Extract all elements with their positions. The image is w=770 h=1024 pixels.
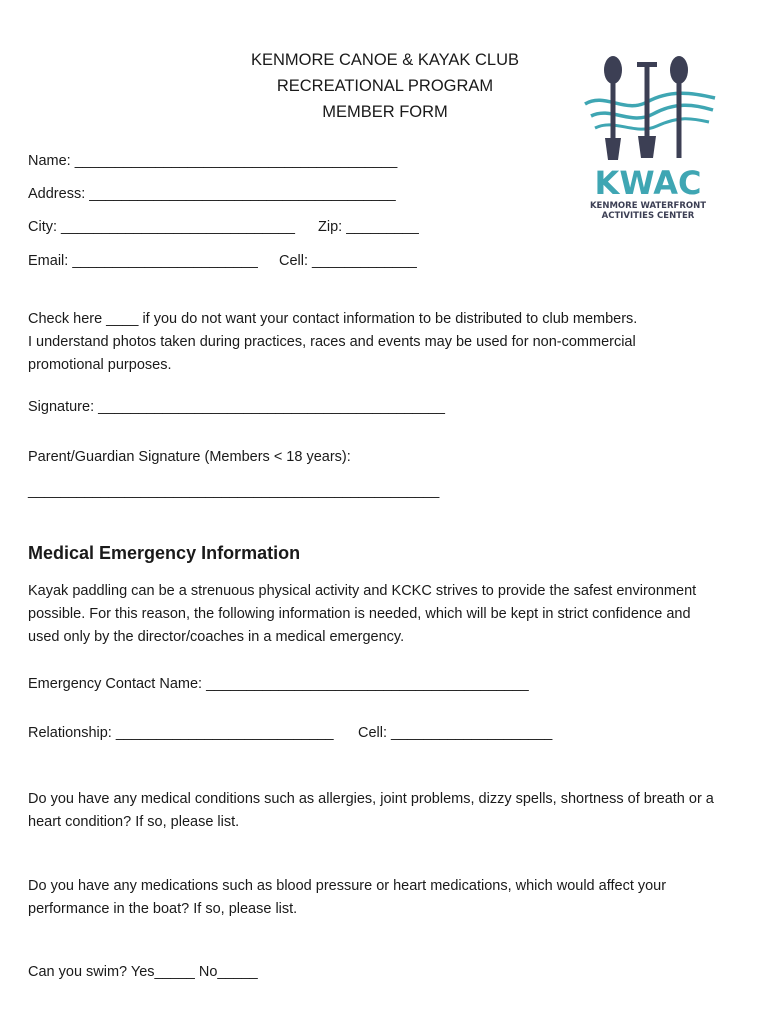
relationship-field[interactable]: Relationship: ___________________________ [28,725,334,741]
emergency-cell-field[interactable]: Cell: ____________________ [358,725,553,741]
photo-consent-text-cont: promotional purposes. [28,357,172,373]
medical-intro-text-3: used only by the director/coaches in a medical emergency. [28,629,405,645]
parent-signature-label: Parent/Guardian Signature (Members < 18 years): [28,449,351,465]
address-field[interactable]: Address: ______________________________________ [28,186,396,202]
medical-conditions-question-cont: heart condition? If so, please list. [28,814,240,830]
medical-conditions-question: Do you have any medical conditions such as allergies, joint problems, dizzy spells, shortness of breath or a [28,791,714,807]
city-field[interactable]: City: _____________________________ [28,219,295,235]
signature-field[interactable]: Signature: ___________________________________________ [28,399,445,415]
logo-name-line2: ACTIVITIES CENTER [601,211,695,221]
cell-field[interactable]: Cell: _____________ [279,253,417,269]
medications-question: Do you have any medications such as blood pressure or heart medications, which would affect your [28,878,667,894]
paddles-waves-icon [585,56,715,160]
medical-section-title: Medical Emergency Information [28,543,301,563]
form-title-line3: MEMBER FORM [322,103,448,121]
medical-intro-text-2: possible. For this reason, the following information is needed, which will be kept in strict confidence and [28,606,691,622]
contact-optout-checkbox[interactable]: Check here ____ if you do not want your contact information to be distributed to club members. [28,311,638,327]
email-field[interactable]: Email: _______________________ [28,253,258,269]
emergency-contact-field[interactable]: Emergency Contact Name: ________________________________________ [28,676,529,692]
logo-name-line1: KENMORE WATERFRONT [589,201,707,211]
swim-question[interactable]: Can you swim? Yes_____ No_____ [28,964,258,980]
photo-consent-text: I understand photos taken during practices, races and events may be used for non-commercial [28,334,636,350]
parent-signature-field[interactable]: ___________________________________________________ [28,483,440,499]
medical-intro-text: Kayak paddling can be a strenuous physical activity and KCKC strives to provide the safest environment [28,583,697,599]
form-title-line2: RECREATIONAL PROGRAM [276,77,494,95]
form-title-line1: KENMORE CANOE & KAYAK CLUB [250,51,520,69]
logo-acronym: KWAC [594,164,702,202]
medications-question-cont: performance in the boat? If so, please list. [28,901,298,917]
name-field[interactable]: Name: ________________________________________ [28,153,398,169]
zip-field[interactable]: Zip: _________ [318,219,419,235]
kwac-logo [575,52,721,222]
